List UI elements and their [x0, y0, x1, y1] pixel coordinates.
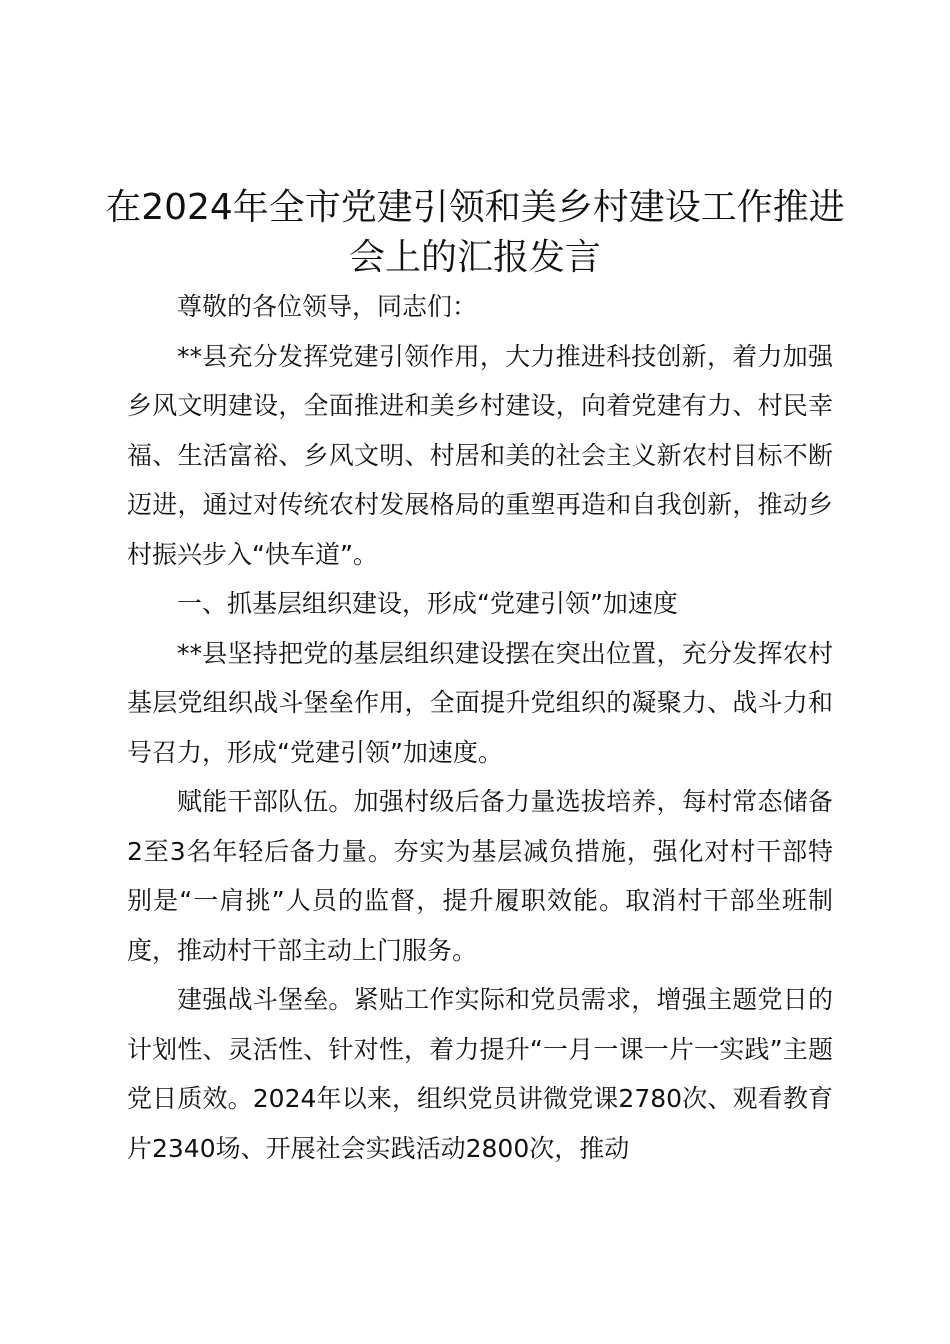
document-body — [127, 282, 833, 1173]
salutation: 尊敬的各位领导，同志们： — [177, 292, 478, 321]
fortress-paragraph: 建强战斗堡垒。紧贴工作实际和党员需求，增强主题党日的计划性、灵活性、针对性，着力提升“一月一课一片一实践”主题党日质效。2024年以来，组织党员讲微党课2780次、观看教育片2340场、开展社会实践活动2800次，推动 — [127, 985, 833, 1163]
section-paragraph: **县坚持把党的基层组织建设摆在突出位置，充分发挥农村基层党组织战斗堡垒作用，全面提升党组织的凝聚力、战斗力和号召力，形成“党建引领”加速度。 — [127, 638, 833, 767]
intro-paragraph: **县充分发挥党建引领作用，大力推进科技创新，着力加强乡风文明建设，全面推进和美乡村建设，向着党建有力、村民幸福、生活富裕、乡风文明、村居和美的社会主义新农村目标不断迈进，通过对传统农村发展格局的重塑再造和自我创新，推动乡村振兴步入“快车道”。 — [127, 341, 833, 569]
document-title: 在2024年全市党建引领和美乡村建设工作推进会上的汇报发言 — [105, 187, 845, 278]
section-heading: 一、抓基层组织建设，形成“党建引领”加速度 — [177, 589, 678, 618]
cadre-paragraph: 赋能干部队伍。加强村级后备力量选拔培养，每村常态储备2至3名年轻后备力量。夯实为基层减负措施，强化对村干部特别是“一肩挑”人员的监督，提升履职效能。取消村干部坐班制度，推动村干部主动上门服务。 — [127, 787, 833, 965]
